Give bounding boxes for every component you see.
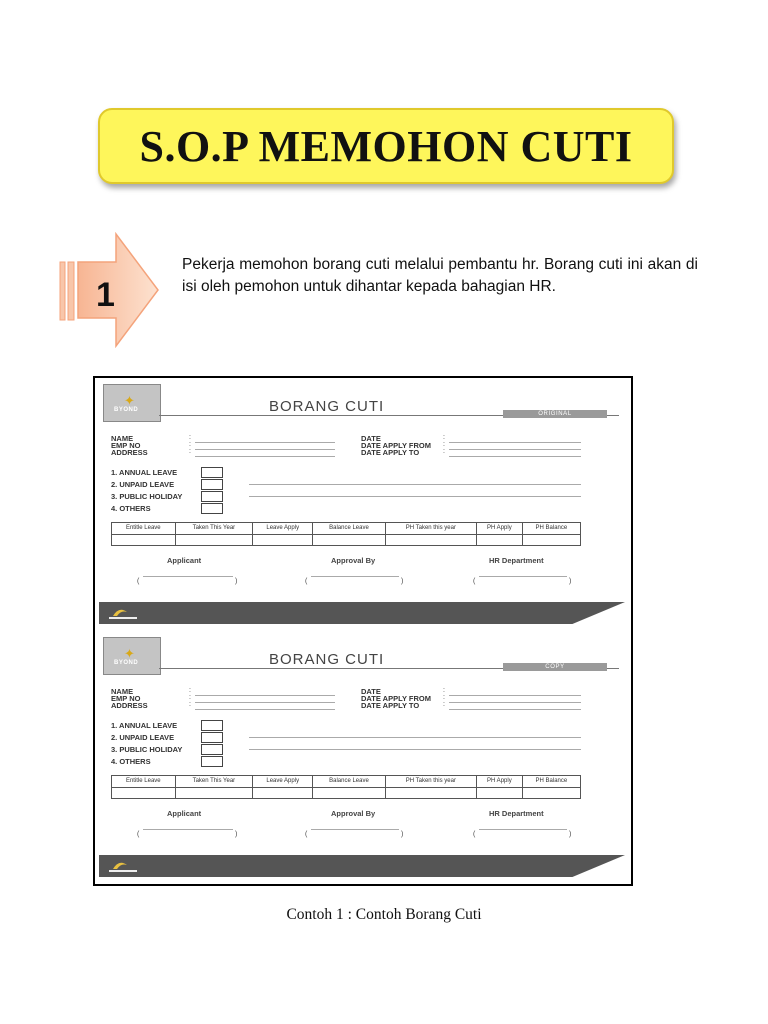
table-cell [476,535,522,546]
table-header: PH Taken this year [385,523,476,535]
leave-checkbox [201,720,223,731]
field-colon: : [443,687,445,694]
table-cell [112,788,176,799]
figure-caption: Contoh 1 : Contoh Borang Cuti [286,906,482,923]
field-line [449,442,581,443]
form-title: BORANG CUTI [269,651,385,668]
leave-type-label: 1. ANNUAL LEAVE [111,721,178,730]
signature-bracket: ) [401,578,404,585]
step-description: Pekerja memohon borang cuti melalui pembantu hr. Borang cuti ini akan di isi oleh pemohon untuk dihantar kepada bahagian HR. [182,256,698,295]
table-cell [476,788,522,799]
table-cell [253,788,313,799]
leave-type-label: 2. UNPAID LEAVE [111,480,175,489]
leave-checkbox [201,503,223,514]
signature-label: Approval By [331,556,376,565]
field-label: DATE APPLY TO [361,701,420,710]
form-footer-band [99,602,625,624]
table-cell [175,788,253,799]
leave-type-label: 3. PUBLIC HOLIDAY [111,745,183,754]
table-header: Entitle Leave [112,776,176,788]
leave-checkbox [201,756,223,767]
table-cell [522,535,580,546]
remark-line [249,737,581,738]
leave-checkbox [201,467,223,478]
signature-bracket: ) [235,831,238,838]
table-header: PH Apply [476,523,522,535]
signature-label: Applicant [167,556,202,565]
signature-bracket: ) [569,578,572,585]
signature-line [311,829,399,830]
signature-bracket: ( [473,578,476,585]
table-header: Balance Leave [313,523,385,535]
field-colon: : [189,687,191,694]
signature-bracket: ) [235,578,238,585]
signature-label: Approval By [331,809,376,818]
field-label: EMP NO [111,441,141,450]
table-header: Entitle Leave [112,523,176,535]
field-label: DATE APPLY FROM [361,441,432,450]
table-cell [112,535,176,546]
field-line [449,456,581,457]
table-header: PH Balance [522,523,580,535]
remark-line [249,484,581,485]
field-colon: : [189,448,191,455]
field-colon: : [189,701,191,708]
field-label: NAME [111,687,134,696]
leave-type-label: 3. PUBLIC HOLIDAY [111,492,183,501]
byond-logo [105,604,145,622]
logo-swoosh-icon: ✦ [124,646,135,661]
form-copy-duplicate [99,633,625,879]
field-line [195,456,335,457]
signature-line [143,829,233,830]
leave-type-label: 4. OTHERS [111,504,151,513]
signature-label: HR Department [489,809,544,818]
table-header: Taken This Year [175,776,253,788]
field-line [195,702,335,703]
copy-tag: ORIGINAL [503,410,607,418]
signature-bracket: ( [473,831,476,838]
table-header: Leave Apply [253,523,313,535]
signature-bracket: ) [569,831,572,838]
leave-type-label: 4. OTHERS [111,757,151,766]
signature-bracket: ( [137,831,140,838]
field-line [195,695,335,696]
field-line [195,449,335,450]
signature-bracket: ) [401,831,404,838]
leave-checkbox [201,491,223,502]
field-colon: : [189,441,191,448]
remark-line [249,496,581,497]
copy-tag: COPY [503,663,607,671]
leave-type-label: 1. ANNUAL LEAVE [111,468,178,477]
table-cell [522,788,580,799]
signature-line [143,576,233,577]
field-colon: : [189,694,191,701]
table-cell [385,788,476,799]
form-copy-original [99,380,625,626]
form-footer-band [99,855,625,877]
field-label: DATE [361,434,381,443]
table-header: Taken This Year [175,523,253,535]
signature-bracket: ( [137,578,140,585]
field-colon: : [443,694,445,701]
signature-label: HR Department [489,556,544,565]
leave-checkbox [201,744,223,755]
leave-balance-table [111,775,581,799]
field-line [449,709,581,710]
field-label: NAME [111,434,134,443]
field-label: DATE [361,687,381,696]
signature-bracket: ( [305,831,308,838]
logo-swoosh-icon: ✦ [124,393,135,408]
form-image [93,376,633,886]
field-label: DATE APPLY TO [361,448,420,457]
signature-bracket: ( [305,578,308,585]
field-line [195,442,335,443]
table-cell [175,535,253,546]
signature-line [479,829,567,830]
field-line [449,695,581,696]
leave-checkbox [201,732,223,743]
table-cell [253,535,313,546]
field-colon: : [443,441,445,448]
field-colon: : [189,434,191,441]
table-header: PH Balance [522,776,580,788]
byond-logo: ✦ BYOND [103,384,161,422]
table-cell [313,535,385,546]
field-label: ADDRESS [111,701,148,710]
remark-line [249,749,581,750]
field-label: ADDRESS [111,448,148,457]
byond-logo: ✦ BYOND [103,637,161,675]
field-colon: : [443,701,445,708]
field-label: EMP NO [111,694,141,703]
table-header: PH Apply [476,776,522,788]
field-colon: : [443,434,445,441]
form-title: BORANG CUTI [269,398,385,415]
table-header: PH Taken this year [385,776,476,788]
step-number: 1 [96,276,115,314]
field-line [449,449,581,450]
signature-line [479,576,567,577]
leave-checkbox [201,479,223,490]
field-line [195,709,335,710]
leave-balance-table [111,522,581,546]
field-label: DATE APPLY FROM [361,694,432,703]
field-colon: : [443,448,445,455]
leave-type-label: 2. UNPAID LEAVE [111,733,175,742]
table-header: Leave Apply [253,776,313,788]
table-header: Balance Leave [313,776,385,788]
page-title: S.O.P MEMOHON CUTI [139,121,633,171]
table-cell [385,535,476,546]
field-line [449,702,581,703]
title-banner [98,108,674,184]
signature-label: Applicant [167,809,202,818]
signature-line [311,576,399,577]
table-cell [313,788,385,799]
byond-logo [105,857,145,875]
